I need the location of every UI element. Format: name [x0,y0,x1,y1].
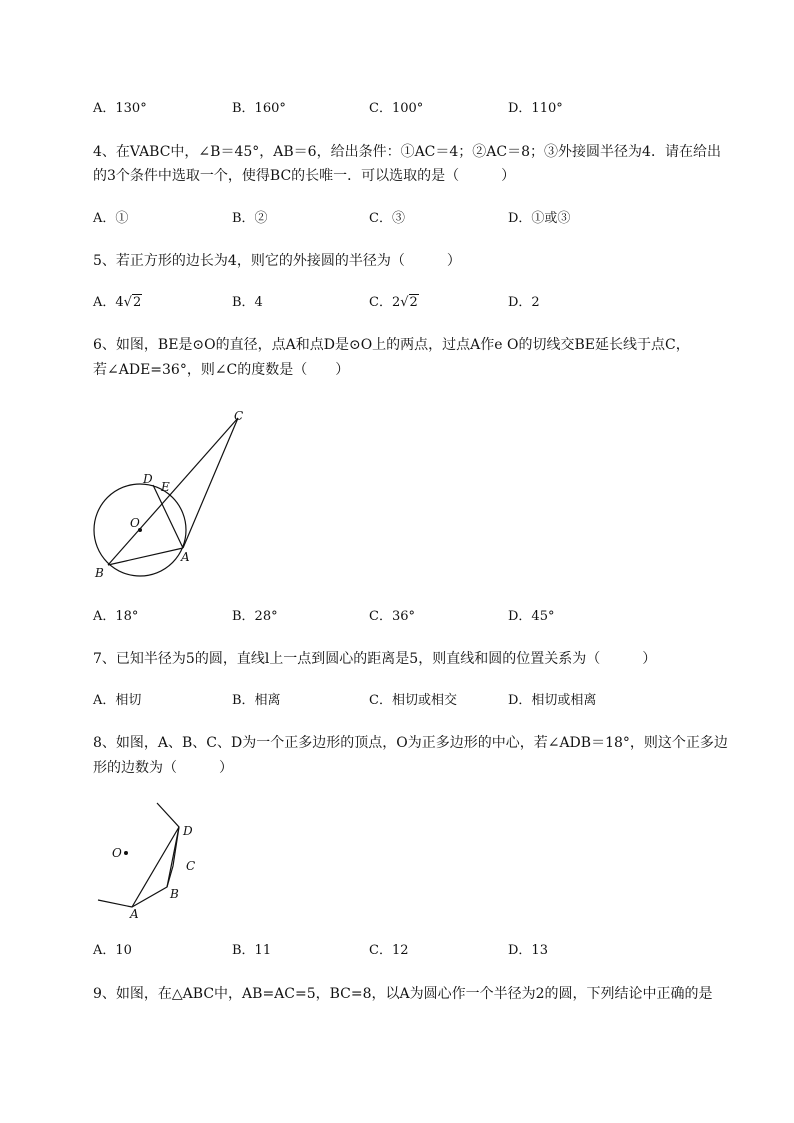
q6-label-c: C [234,409,244,423]
q6-label-b: B [95,566,104,580]
q8-label-d: D [183,824,193,838]
q8-center-dot [124,851,128,855]
q6-text-line2: 若∠ADE=36°，则∠C的度数是（ ） [93,362,350,378]
q9-text-line1: 9、如图，在△ABC中，AB=AC=5，BC=8，以A为圆心作一个半径为2的圆，下列结论中正确的是 [93,986,713,1002]
q8-figure [90,795,220,925]
q6-label-d: D [143,472,153,486]
q3-option-b[interactable]: B．160° [232,101,286,116]
q5-option-a[interactable] [93,294,142,312]
sqrt-symbol: √2 [400,295,418,310]
q4-text-line2: 的3个条件中选取一个，使得BC的长唯一．可以选取的是（ ） [93,168,516,184]
q4-option-c[interactable]: C．③ [369,211,405,226]
q6-line-bc [108,418,238,565]
q6-line-ac [183,418,238,548]
q5-options [93,294,693,312]
q8-label-c: C [186,859,196,873]
q4-option-a[interactable]: A．① [93,211,129,226]
q8-options [93,942,693,960]
q6-figure [80,400,270,590]
q8-label-b: B [170,887,179,901]
q8-line-bd [167,827,179,887]
q7-option-c[interactable]: C．相切或相交 [369,693,457,708]
q6-options [93,608,693,626]
q6-label-o: O [130,516,140,530]
q3-option-c[interactable]: C．100° [369,101,424,116]
q7-option-a[interactable]: A．相切 [93,693,142,708]
q5-option-c-prefix: C．2 [369,295,401,310]
q4-option-b[interactable]: B．② [232,211,268,226]
q8-option-d[interactable]: D．13 [508,943,548,958]
q5-option-c[interactable] [369,294,419,312]
q4-options [93,210,693,228]
q6-text-line1: 6、如图，BE是⊙O的直径，点A和点D是⊙O上的两点，过点A作e O的切线交BE延长线于点C， [93,337,690,353]
q7-text-line1: 7、已知半径为5的圆，直线l上一点到圆心的距离是5，则直线和圆的位置关系为（ ） [93,651,657,667]
q4-text-line1: 4、在VABC中，∠B＝45°，AB＝6，给出条件：①AC＝4；②AC＝8；③外接圆半径为4．请在给出 [93,144,721,160]
q8-text-line2: 形的边数为（ ） [93,760,233,776]
q3-option-d[interactable]: D．110° [508,101,563,116]
q8-option-a[interactable]: A．10 [93,943,132,958]
q5-option-d[interactable]: D．2 [508,295,540,310]
q5-option-b[interactable]: B．4 [232,295,263,310]
q5-option-a-prefix: A．4 [93,295,124,310]
q6-option-d[interactable]: D．45° [508,609,555,624]
q5-option-a-radicand: 2 [132,295,142,310]
q3-options [93,100,693,118]
q7-option-d[interactable]: D．相切或相离 [508,693,597,708]
q6-line-ba [108,548,183,565]
q8-label-a: A [130,907,139,921]
q8-label-o: O [112,846,122,860]
q7-option-b[interactable]: B．相离 [232,693,281,708]
q6-line-da [153,485,183,548]
q3-option-a[interactable]: A．130° [93,101,147,116]
q6-option-b[interactable]: B．28° [232,609,278,624]
q8-polygon-edges [98,803,179,907]
q5-text-line1: 5、若正方形的边长为4，则它的外接圆的半径为（ ） [93,253,461,269]
q7-options [93,692,693,710]
q8-option-c[interactable]: C．12 [369,943,409,958]
q5-option-c-radicand: 2 [409,295,418,310]
q6-label-a: A [181,550,190,564]
sqrt-symbol: √2 [123,295,142,310]
q6-option-a[interactable]: A．18° [93,609,139,624]
q6-option-c[interactable]: C．36° [369,609,415,624]
q8-option-b[interactable]: B．11 [232,943,272,958]
q6-label-e: E [161,480,170,494]
q8-text-line1: 8、如图，A、B、C、D为一个正多边形的顶点，O为正多边形的中心，若∠ADB＝18°，则这个正多边 [93,735,728,751]
q4-option-d[interactable]: D．①或③ [508,211,571,226]
